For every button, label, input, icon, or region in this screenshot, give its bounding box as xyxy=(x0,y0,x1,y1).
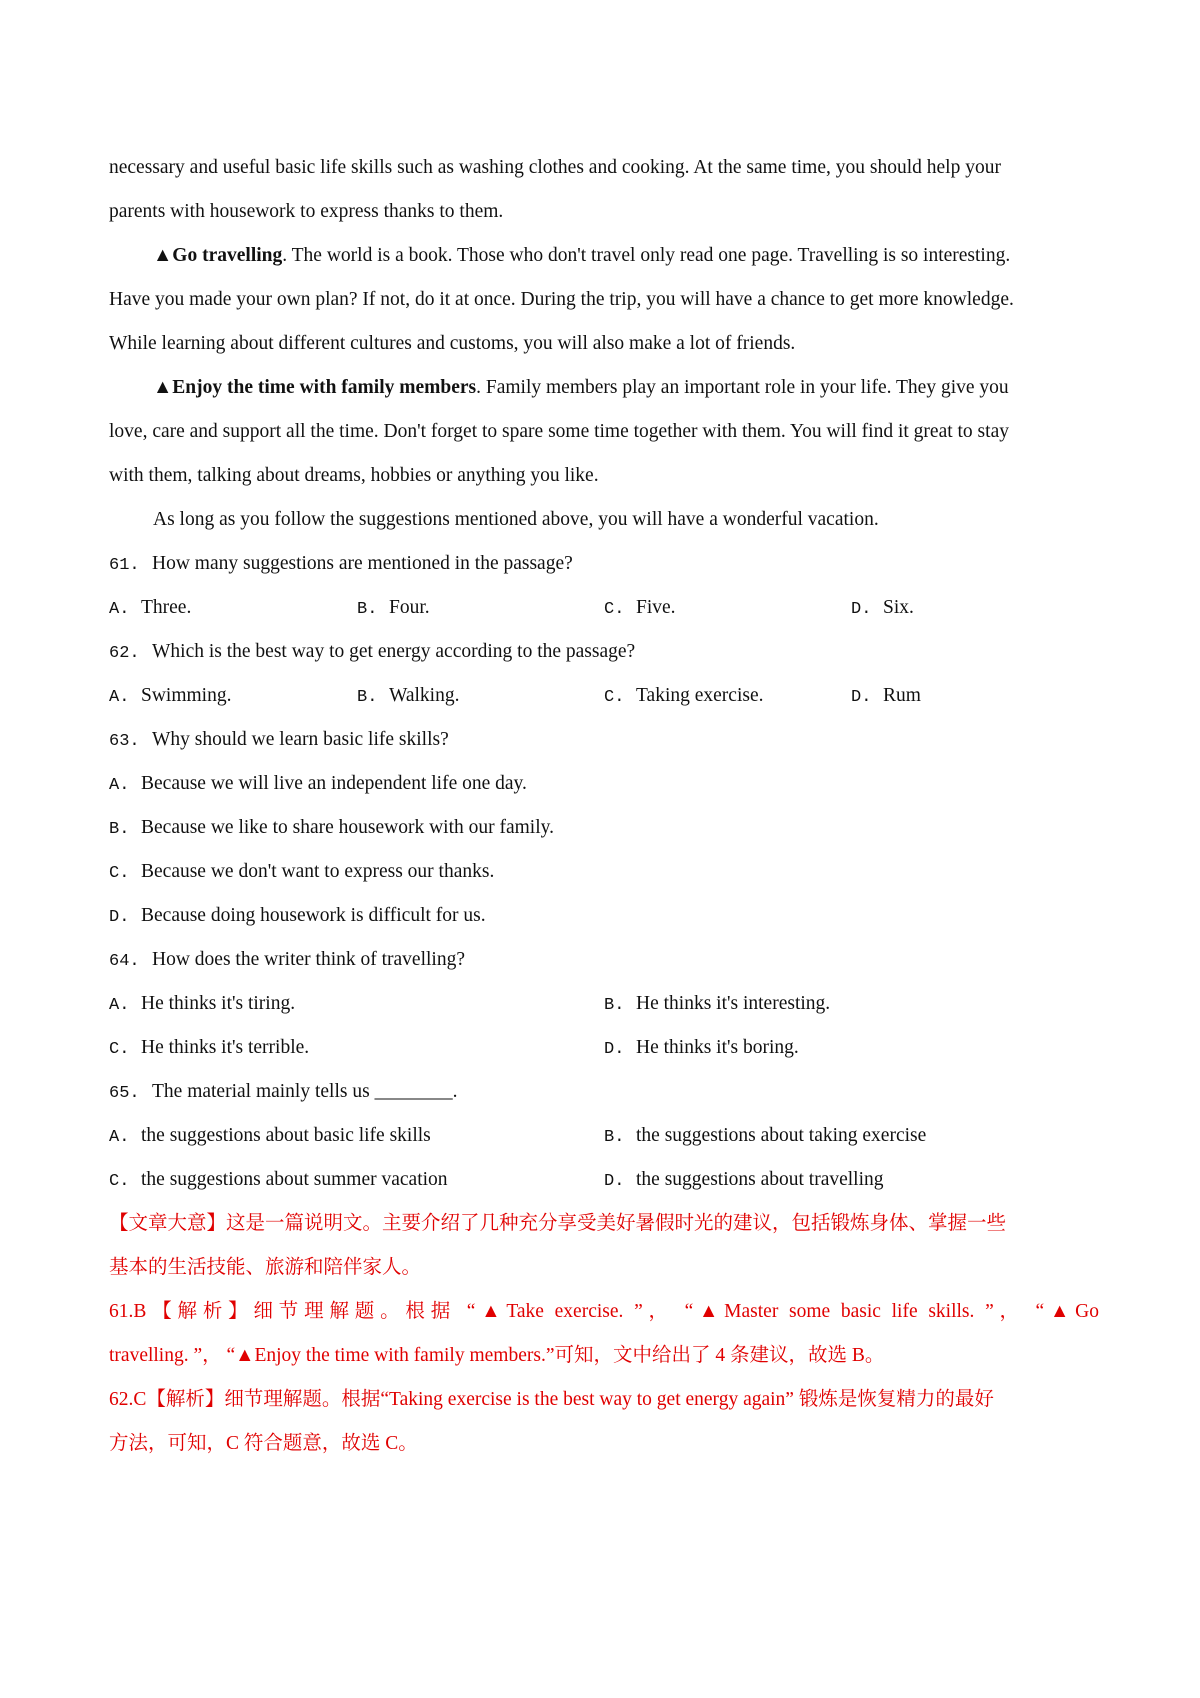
option-letter: D. xyxy=(851,600,872,619)
option-62-a xyxy=(109,681,231,711)
article-summary: 【文章大意】这是一篇说明文。主要介绍了几种充分享受美好暑假时光的建议，包括锻炼身体、掌握一些 xyxy=(109,1213,1007,1234)
option-61-b xyxy=(357,593,430,623)
option-62-b xyxy=(357,681,459,711)
option-text: the suggestions about travelling xyxy=(636,1169,884,1190)
option-letter: A. xyxy=(109,688,130,707)
option-text: Because we will live an independent life one day. xyxy=(141,773,527,794)
option-text: Three. xyxy=(141,597,192,618)
option-65-d xyxy=(604,1165,884,1195)
option-text: Because doing housework is difficult for us. xyxy=(141,905,486,926)
option-text: He thinks it's terrible. xyxy=(141,1037,310,1058)
option-letter: B. xyxy=(604,1128,625,1147)
option-text: He thinks it's interesting. xyxy=(636,993,831,1014)
answer-61-analysis: 61.B【解析】细节理解题。根据 “▲Take exercise. ”， “▲Master some basic life skills. ”， “▲Go xyxy=(109,1301,1099,1322)
option-letter: C. xyxy=(604,600,625,619)
option-letter: B. xyxy=(357,600,378,619)
question-number: 64. xyxy=(109,952,140,971)
option-61-d xyxy=(851,593,914,623)
passage-line: While learning about different cultures and customs, you will also make a lot of friends. xyxy=(109,333,796,354)
option-text: Because we don't want to express our thanks. xyxy=(141,861,495,882)
option-62-d xyxy=(851,681,921,711)
question-text: How does the writer think of travelling? xyxy=(152,949,465,970)
question-number: 61. xyxy=(109,556,140,575)
option-text: Walking. xyxy=(389,685,460,706)
question-text: The material mainly tells us ________. xyxy=(152,1081,458,1102)
option-text: Because we like to share housework with our family. xyxy=(141,817,554,838)
passage-line: necessary and useful basic life skills such as washing clothes and cooking. At the same time, you should help your xyxy=(109,157,1001,178)
question-number: 65. xyxy=(109,1084,140,1103)
question-number: 62. xyxy=(109,644,140,663)
article-summary-cont: 基本的生活技能、旅游和陪伴家人。 xyxy=(109,1257,422,1278)
option-64-b xyxy=(604,989,830,1019)
option-text: He thinks it's tiring. xyxy=(141,993,296,1014)
option-65-a xyxy=(109,1121,431,1151)
option-letter: A. xyxy=(109,600,130,619)
option-61-c xyxy=(604,593,676,623)
question-64 xyxy=(109,945,1099,975)
passage-line: parents with housework to express thanks to them. xyxy=(109,201,504,222)
option-letter: C. xyxy=(109,864,130,883)
option-letter: B. xyxy=(604,996,625,1015)
option-63-d xyxy=(109,901,486,931)
answer-61-analysis-cont: travelling. ”， “▲Enjoy the time with family members.”可知，文中给出了 4 条建议，故选 B。 xyxy=(109,1345,885,1366)
option-64-c xyxy=(109,1033,309,1063)
option-letter: C. xyxy=(109,1040,130,1059)
option-letter: B. xyxy=(109,820,130,839)
option-text: Four. xyxy=(389,597,430,618)
suggestion-heading: ▲Go travelling xyxy=(153,245,283,266)
passage-line: with them, talking about dreams, hobbies or anything you like. xyxy=(109,465,599,486)
option-text: He thinks it's boring. xyxy=(636,1037,799,1058)
option-63-b xyxy=(109,813,554,843)
answer-62-analysis: 62.C【解析】细节理解题。根据“Taking exercise is the best way to get energy again” 锻炼是恢复精力的最好 xyxy=(109,1389,994,1410)
question-65 xyxy=(109,1077,1099,1107)
question-63 xyxy=(109,725,1099,755)
answer-62-analysis-cont: 方法，可知，C 符合题意，故选 C。 xyxy=(109,1433,418,1454)
option-63-a xyxy=(109,769,527,799)
option-65-b xyxy=(604,1121,926,1151)
passage-text: . Family members play an important role in your life. They give you xyxy=(476,377,1009,398)
option-text: the suggestions about summer vacation xyxy=(141,1169,448,1190)
option-text: Swimming. xyxy=(141,685,232,706)
passage-line: Have you made your own plan? If not, do it at once. During the trip, you will have a chance to get more knowledge. xyxy=(109,289,1014,310)
option-letter: B. xyxy=(357,688,378,707)
passage-line: love, care and support all the time. Don't forget to spare some time together with them. You will find it great to stay xyxy=(109,421,1009,442)
passage-text: . The world is a book. Those who don't travel only read one page. Travelling is so interesting. xyxy=(282,245,1011,266)
option-text: the suggestions about basic life skills xyxy=(141,1125,431,1146)
option-letter: A. xyxy=(109,996,130,1015)
suggestion-heading: ▲Enjoy the time with family members xyxy=(153,377,477,398)
question-61 xyxy=(109,549,1099,579)
paragraph-family xyxy=(153,373,1143,403)
option-63-c xyxy=(109,857,494,887)
option-64-d xyxy=(604,1033,799,1063)
option-letter: A. xyxy=(109,776,130,795)
question-62 xyxy=(109,637,1099,667)
question-text: Which is the best way to get energy according to the passage? xyxy=(152,641,636,662)
question-number: 63. xyxy=(109,732,140,751)
option-letter: D. xyxy=(109,908,130,927)
option-text: Rum xyxy=(883,685,921,706)
paragraph-go-travelling xyxy=(153,241,1143,271)
option-letter: D. xyxy=(604,1040,625,1059)
question-text: Why should we learn basic life skills? xyxy=(152,729,449,750)
option-62-c xyxy=(604,681,764,711)
option-61-a xyxy=(109,593,191,623)
option-64-a xyxy=(109,989,295,1019)
option-letter: C. xyxy=(604,688,625,707)
passage-conclusion: As long as you follow the suggestions mentioned above, you will have a wonderful vacation. xyxy=(153,509,879,530)
option-letter: C. xyxy=(109,1172,130,1191)
option-letter: A. xyxy=(109,1128,130,1147)
option-letter: D. xyxy=(851,688,872,707)
option-text: Five. xyxy=(636,597,676,618)
option-letter: D. xyxy=(604,1172,625,1191)
option-text: Six. xyxy=(883,597,914,618)
option-text: Taking exercise. xyxy=(636,685,764,706)
question-text: How many suggestions are mentioned in the passage? xyxy=(152,553,573,574)
option-text: the suggestions about taking exercise xyxy=(636,1125,927,1146)
option-65-c xyxy=(109,1165,448,1195)
